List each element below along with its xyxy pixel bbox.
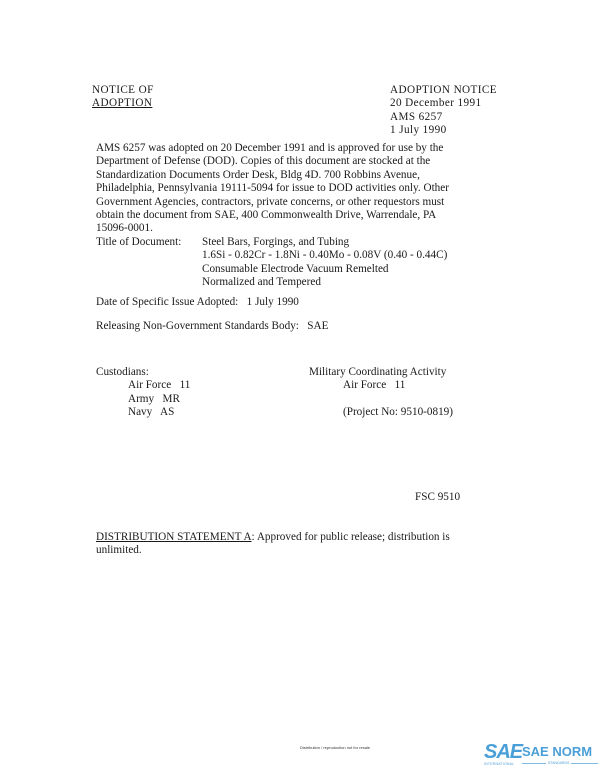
project-number: (Project No: 9510-0819) [343,406,453,419]
sae-logo-mark: SAE [484,741,523,763]
date-of-specific-issue: Date of Specific Issue Adopted: 1 July 1990 [96,296,299,308]
fsc-code: FSC 9510 [415,491,461,503]
mca-spacer [309,393,453,406]
sae-norm-wordmark: SAE NORM [522,744,593,759]
sae-norm-subtitle: STANDARDS [548,761,570,765]
paragraph-line: obtain the document from SAE, 400 Commonwealth Drive, Warrendale, PA [96,209,437,222]
title-line: Steel Bars, Forgings, and Tubing [202,236,350,248]
title-line: 1.6Si - 0.82Cr - 1.8Ni - 0.40Mo - 0.08V (0.40 - 0.44C) [202,249,448,262]
paragraph-line: 15096-0001. [96,222,153,235]
custodian-item: Navy AS [128,406,175,419]
heading-line-1: NOTICE OF [92,84,154,96]
paragraph-line: AMS 6257 was adopted on 20 December 1991 and is approved for use by the [96,142,444,154]
heading-line-2: ADOPTION [92,97,153,110]
footer-watermark-text: Distribution / reproduction not for resale [300,745,371,750]
distribution-text-continued: unlimited. [96,544,142,557]
document-number: AMS 6257 [390,110,443,123]
sae-logo-subtitle: INTERNATIONAL [484,762,515,766]
paragraph-line: Standardization Documents Order Desk, Bldg 4D. 700 Robbins Avenue, [96,168,420,181]
paragraph-line: Department of Defense (DOD). Copies of this document are stocked at the [96,155,431,168]
custodian-item: Air Force 11 [128,379,191,392]
custodians-section [96,366,190,420]
adoption-date: 20 December 1991 [390,97,482,110]
distribution-statement [96,531,506,558]
custodian-item: Army MR [128,392,180,405]
sae-norm-logo [484,742,600,772]
title-line: Consumable Electrode Vacuum Remelted [202,262,389,275]
mca-item: Air Force 11 [343,379,406,392]
distribution-text: : Approved for public release; distribution is [251,531,450,543]
military-coordinating-activity-section [309,366,453,420]
intro-paragraph [96,142,516,236]
mca-label: Military Coordinating Activity [309,366,447,378]
title-of-document-label: Title of Document: [96,236,182,248]
paragraph-line: Philadelphia, Pennsylvania 19111-5094 for issue to DOD activities only. Other [96,182,449,195]
distribution-label: DISTRIBUTION STATEMENT A [96,531,252,543]
custodians-label: Custodians: [96,366,149,378]
notice-of-adoption-heading [92,84,154,111]
title-line: Normalized and Tempered [202,276,321,289]
paragraph-line: Government Agencies, contractors, private concerns, or other requestors must [96,195,445,208]
releasing-standards-body: Releasing Non-Government Standards Body: SAE [96,320,329,332]
title-of-document-value [202,236,447,290]
issue-date: 1 July 1990 [390,124,447,137]
adoption-notice-label: ADOPTION NOTICE [390,84,497,96]
adoption-notice-info [390,84,497,138]
